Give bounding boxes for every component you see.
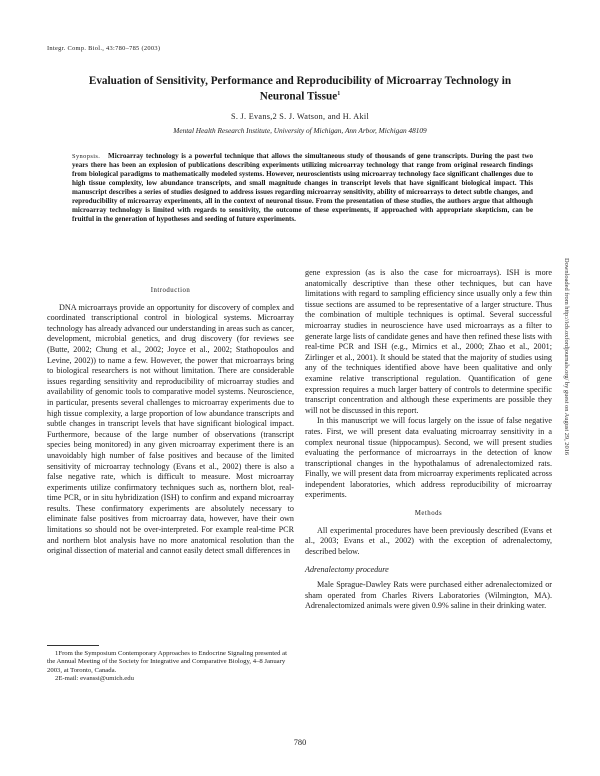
- page-number: 780: [293, 738, 307, 747]
- synopsis: [72, 152, 533, 224]
- footnote-1: 1From the Symposium Contemporary Approaches to Endocrine Signaling presented at the Annual Meeting of the Society for Integrative and Comparative Biology, 4–8 January 2003, at Toronto, Canada.: [47, 650, 287, 674]
- article-title: [40, 75, 560, 104]
- methods-paragraph: All experimental procedures have been previously described (Evans et al., 2003; Evans et al., 2002) with the exception of adrenalectomy, described below.: [305, 525, 552, 556]
- download-note: Downloaded from http://icb.oxfordjournals.org/ by guest on August 29, 2016: [563, 258, 570, 456]
- body-paragraph-focus: In this manuscript we will focus largely on the issue of false negative rates. First, we will present data evaluating microarray sensitivity in a complex neuronal tissue (hippocampus). Second, we will present studies evaluating the performance of microarrays in the detection of know transcriptional changes in the hypothalamus of adrenalectomized rats. Finally, we will present data from microarray experiments replicated across independent laboratories, which address reproducibility of microarray experiments.: [305, 416, 552, 500]
- synopsis-text: Microarray technology is a powerful technique that allows the simultaneous study of thousands of gene transcripts. During the past two years there has been an explosion of publications describing experiments utilizing microarray technology that range from original research findings from biological paradigms to mathematically modeled systems. However, neuroscientists using microarray technology face significant challenges due to high tissue complexity, low abundance transcripts, and small magnitude changes in transcript levels that have significant biological impact. This manuscript describes a series of studies designed to address issues regarding microarray sensitivity, ability of microarrays to detect subtle changes, and reproducibility of microarray experiments, all in the context of neuronal tissue. From the presentation of these studies, the authors argue that although microarray technology is limited with regards to sensitivity, the outcome of these experiments, if approached with appropriate skepticism, can be fruitful in the generation of hypotheses and seeding of future experiments.: [72, 152, 533, 224]
- title-line-2: Neuronal Tissue: [259, 90, 338, 103]
- download-sidebar: [563, 258, 582, 658]
- author-list: S. J. Evans,2 S. J. Watson, and H. Akil: [230, 112, 370, 121]
- left-column: [47, 276, 294, 557]
- right-column: [305, 268, 552, 612]
- synopsis-label: Synopsis.: [72, 153, 101, 160]
- body-paragraph-continued: gene expression (as is also the case for microarrays). ISH is more anatomically descriptive than these other techniques, but can have limitations with regard to sampling efficiency since usually only a few thin tissue sections are assumed to be representative of a larger structure. Thus the combination of multiple techniques is optimal. Several successful microarray studies in neuroscience have used microarrays as a filter to generate large lists of candidate genes and have then refined these lists with real-time PCR and ISH (e.g., Mirnics et al., 2000; Zhao et al., 2001; Zirlinger et al., 2001). It should be stated that the majority of studies using any of the techniques identified above have been qualitative and only examine relative transcriptional regulation. Quantification of gene expression requires a much larger battery of controls to determine specific transcript concentration and although these experiments are possible they will not be discussed in this report.: [305, 268, 552, 415]
- footnote-divider: [47, 645, 99, 646]
- footnote-2: 2E-mail: evanssi@umich.edu: [55, 674, 134, 682]
- footnotes: [47, 650, 294, 683]
- title-line-1: Evaluation of Sensitivity, Performance and Reproducibility of Microarray Technology in: [88, 75, 512, 87]
- title-footnote-mark: 1: [337, 91, 341, 97]
- journal-reference: Integr. Comp. Biol., 43:780–785 (2003): [47, 45, 161, 52]
- adrenalectomy-paragraph: Male Sprague-Dawley Rats were purchased either adrenalectomized or sham operated from Charles Rivers Laboratories (Wilmington, MA). Adrenalectomized animals were given 0.9% saline in their drinking water.: [305, 580, 552, 611]
- adrenalectomy-heading: Adrenalectomy procedure: [305, 565, 389, 575]
- introduction-paragraph: DNA microarrays provide an opportunity for discovery of complex and coordinated transcriptional control in biological systems. Microarray technology has already advanced our understanding in areas such as cancer, development, microbial genetics, and drug discovery (for reviews see (Butte, 2002; Chung et al., 2002; Joyce et al., 2002; Stathopoulos and Levine, 2002)) to name a few. However, the power that microarrays bring to biological researchers is not without limitation. There are considerable issues regarding sensitivity and reproducibility of microarray studies and availability of genomic tools to comparative model systems. Neuroscience, in particular, presents several challenges to microarray experiments due to high tissue complexity, a large proportion of low abundance transcripts and subtle changes in transcript levels that have significant biological impact. Furthermore, because of the large number of observations (transcript species being monitored) in any given microarray experiment there is an unavoidably high number of false positives and because of the limited sensitivity of microarray technology (Evans et al., 2002) there is also a false negative rate, which is difficult to measure. Most microarray experiments utilize confirmatory techniques such as, northern blot, real-time PCR, or in situ hybridization (ISH) to confirm and expand microarray results. These confirmatory experiments are absolutely necessary to eliminate false positives from microarray data, however, have their own limitations so should not be over-interpreted. For example real-time PCR and northern blot analysis have no more anatomical resolution than the original dissection of material and cannot easily detect small differences in: [47, 302, 294, 556]
- methods-heading: Methods: [414, 510, 443, 518]
- introduction-heading: Introduction: [150, 287, 191, 294]
- affiliation: Mental Health Research Institute, University of Michigan, Ann Arbor, Michigan 48109: [173, 126, 427, 135]
